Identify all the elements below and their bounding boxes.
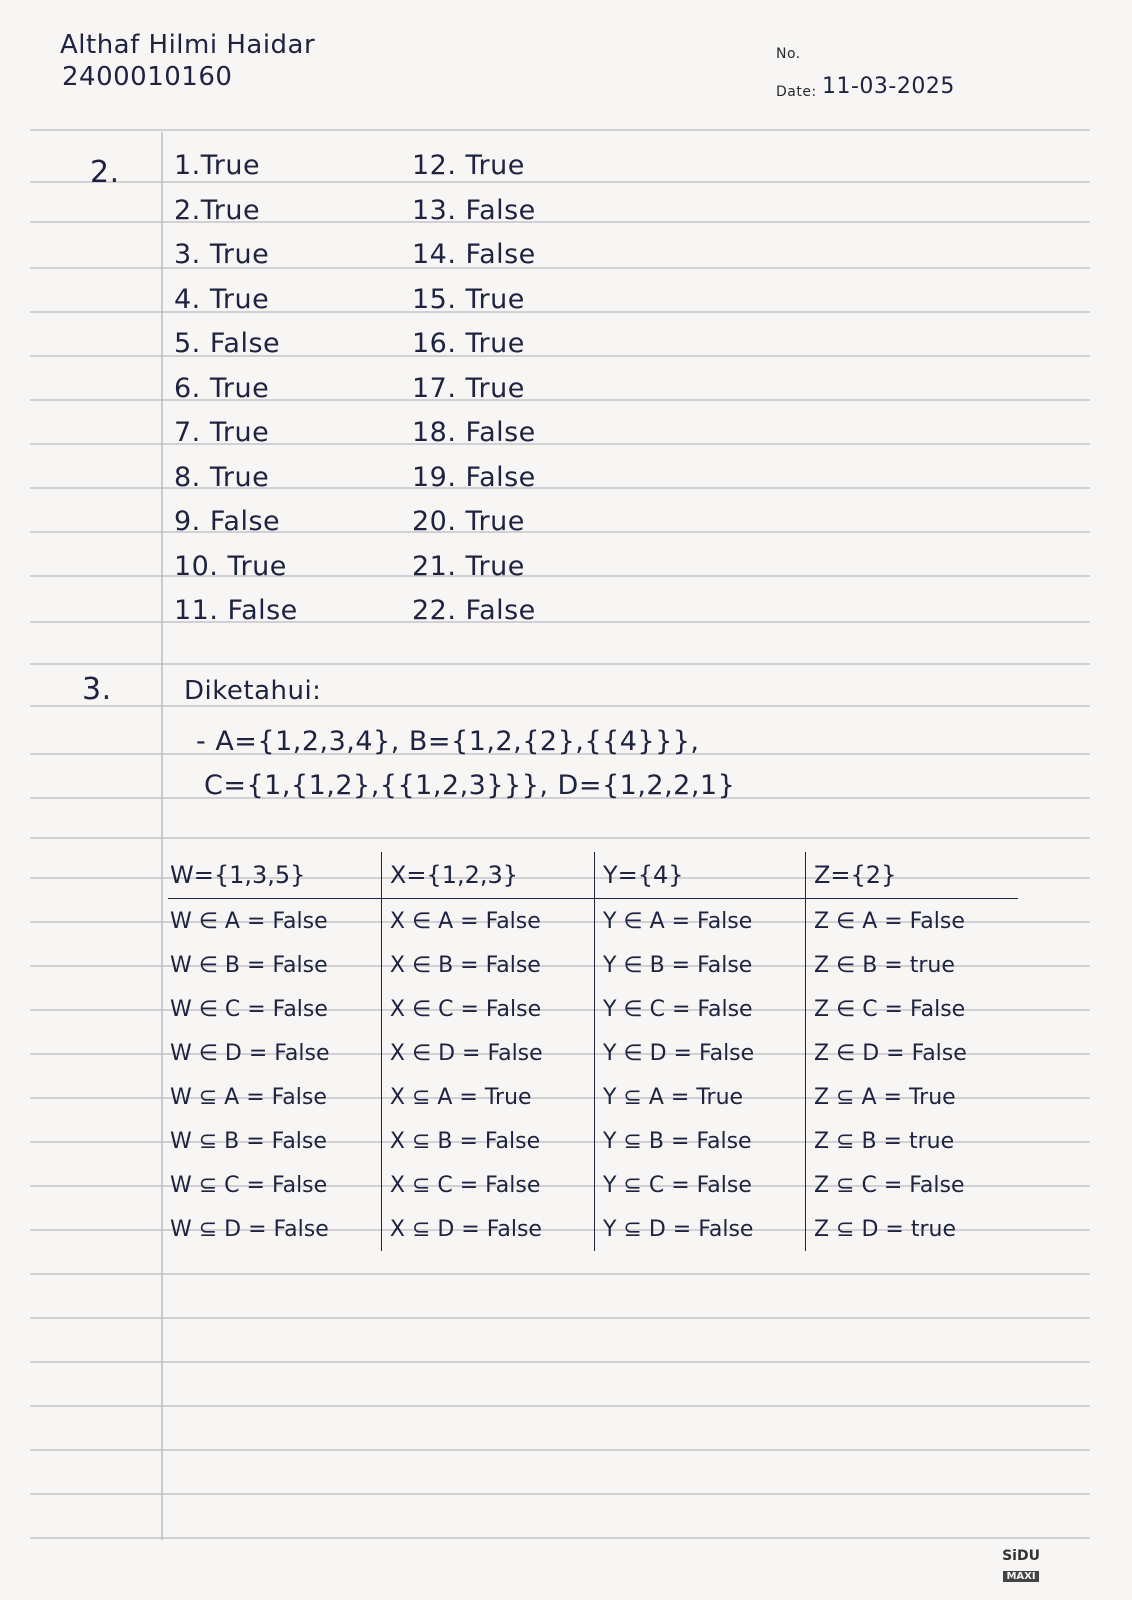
q2-answer-item: 16. True (412, 328, 525, 359)
student-id: 2400010160 (62, 62, 233, 92)
table-cell: X ∈ C = False (381, 987, 594, 1031)
brand-sub: MAXI (1003, 1571, 1038, 1582)
table-cell: X ⊆ C = False (381, 1163, 594, 1207)
notebook-brand-logo (996, 1548, 1046, 1583)
table-cell: Y ∈ C = False (595, 987, 806, 1031)
table-cell: Y ⊆ B = False (595, 1119, 806, 1163)
table-header-cell: X={1,2,3} (381, 852, 594, 899)
q2-answer-item: 21. True (412, 550, 525, 582)
brand-name: SiDU (1002, 1548, 1040, 1564)
q2-answer-item: 7. True (174, 417, 270, 448)
table-cell: Z ∈ A = False (805, 899, 1018, 944)
table-cell: Z ∈ B = true (805, 943, 1018, 987)
table-cell: W ⊆ A = False (170, 1084, 327, 1110)
table-row (168, 1031, 1018, 1075)
table-row (168, 943, 1018, 987)
table-cell: X ⊆ A = True (381, 1075, 594, 1119)
table-row (168, 1119, 1018, 1163)
table-header-cell: Z={2} (805, 852, 1018, 899)
table-row (168, 899, 1018, 944)
table-cell: W ⊆ C = False (170, 1172, 328, 1198)
table-cell: Z ⊆ D = true (805, 1207, 1018, 1251)
q2-answer-item: 4. True (174, 283, 270, 315)
q2-answer-item: 14. False (412, 239, 536, 270)
q2-answer-item: 18. False (412, 417, 536, 448)
table-cell: Y ∈ D = False (595, 1031, 806, 1075)
q2-answer-item: 15. True (412, 283, 525, 315)
table-cell: X ⊆ D = False (381, 1207, 594, 1251)
table-cell: Z ⊆ A = True (805, 1075, 1018, 1119)
table-cell: W ⊆ D = False (170, 1216, 329, 1242)
table-cell: Y ∈ A = False (595, 899, 806, 944)
q2-answer-item: 11. False (174, 595, 298, 626)
table-cell: Z ∈ D = False (805, 1031, 1018, 1075)
q2-answer-item: 3. True (174, 239, 270, 270)
q2-answer-item: 2.True (174, 194, 261, 226)
q2-answer-item: 12. True (412, 150, 525, 181)
q2-answer-item: 17. True (412, 372, 525, 404)
q2-answer-item: 19. False (412, 461, 536, 493)
no-label: No. (776, 46, 801, 62)
table-header-cell: Y={4} (595, 852, 806, 899)
table-cell: Y ∈ B = False (595, 943, 806, 987)
date-value: 11-03-2025 (822, 74, 955, 99)
q2-answer-item: 10. True (174, 550, 287, 582)
table-cell: Z ⊆ B = true (805, 1119, 1018, 1163)
set-membership-table (168, 852, 1018, 1251)
table-row (168, 987, 1018, 1031)
q2-answer-item: 8. True (174, 461, 270, 493)
table-cell: W ∈ B = False (170, 952, 328, 978)
table-cell: X ∈ B = False (381, 943, 594, 987)
table-cell: Y ⊆ A = True (595, 1075, 806, 1119)
table-header-cell: W={1,3,5} (168, 852, 381, 899)
given-sets-line-2: C={1,{1,2},{{1,2,3}}}, D={1,2,2,1} (204, 770, 736, 801)
table-cell: W ∈ D = False (170, 1040, 330, 1066)
question-2-number: 2. (90, 155, 120, 190)
q2-answer-item: 9. False (174, 506, 281, 537)
q2-answer-item: 6. True (174, 372, 270, 404)
table-cell: W ⊆ B = False (170, 1128, 327, 1154)
table-row (168, 1163, 1018, 1207)
table-cell: X ∈ A = False (381, 899, 594, 944)
question-3-number: 3. (82, 672, 112, 707)
table-cell: W ∈ C = False (170, 996, 328, 1022)
date-label: Date: (776, 84, 817, 100)
table-row (168, 1207, 1018, 1251)
table-cell: X ⊆ B = False (381, 1119, 594, 1163)
table-cell: Z ∈ C = False (805, 987, 1018, 1031)
q2-answer-item: 1.True (174, 150, 261, 181)
table-header-row (168, 852, 1018, 899)
table-cell: X ∈ D = False (381, 1031, 594, 1075)
q2-answer-item: 22. False (412, 595, 536, 626)
table-cell: Y ⊆ C = False (595, 1163, 806, 1207)
table-cell: Y ⊆ D = False (595, 1207, 806, 1251)
q2-answer-item: 13. False (412, 194, 536, 226)
q2-answer-item: 20. True (412, 506, 525, 537)
table-cell: Z ⊆ C = False (805, 1163, 1018, 1207)
given-sets-line-1: - A={1,2,3,4}, B={1,2,{2},{{4}}}, (196, 726, 700, 757)
table-row (168, 1075, 1018, 1119)
student-name: Althaf Hilmi Haidar (60, 30, 316, 60)
given-label: Diketahui: (184, 676, 322, 706)
q2-answer-item: 5. False (174, 328, 281, 359)
table-cell: W ∈ A = False (170, 908, 328, 934)
